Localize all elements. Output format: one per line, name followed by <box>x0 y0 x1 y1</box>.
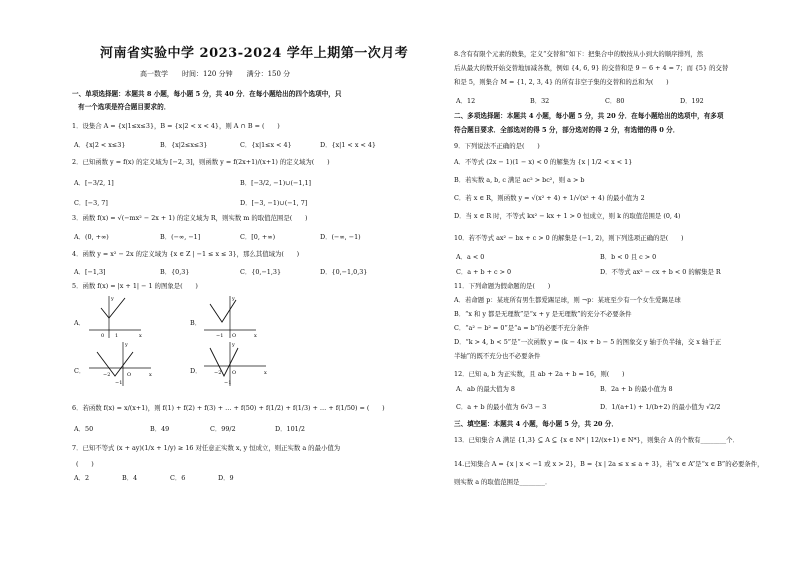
question-8: 8.含有有限个元素的数集，定义“交替和”如下：把集合中的数按从小到大的顺序排列，然 <box>454 50 704 58</box>
q8-option-d: D．192 <box>680 97 704 105</box>
svg-text:0: 0 <box>101 333 105 339</box>
q8-option-c: C．80 <box>605 97 625 105</box>
q5-option-c-label: C． <box>74 367 86 375</box>
q12-option-a: A．ab 的最大值为 8 <box>456 385 515 393</box>
q3-option-a: A．(0, +∞) <box>74 233 109 241</box>
q5-option-b-label: B． <box>190 319 202 327</box>
q10-option-c: C．a + b + c > 0 <box>456 268 512 276</box>
q11-option-d-cont: 半轴”的既不充分也不必要条件 <box>454 352 541 360</box>
question-4: 4．函数 y = x² − 2x 的定义域为 {x ∈ Z | −1 ≤ x ≤ 3}，那么其值域为( ) <box>72 250 300 258</box>
q5-graph-c <box>85 338 155 388</box>
q3-option-c: C．[0, +∞) <box>240 233 276 241</box>
svg-text:y: y <box>125 342 128 348</box>
q3-option-d: D．(−∞, −1) <box>320 233 361 241</box>
svg-text:O: O <box>232 333 237 339</box>
q11-option-c: C．“a² − b² = 0”是“a = b”的必要不充分条件 <box>454 324 590 332</box>
question-7: 7．已知不等式 (x + ay)(1/x + 1/y) ≥ 16 对任意正实数 x, y 恒成立，则正实数 a 的最小值为 <box>72 444 341 452</box>
question-8-cont1: 后从最大的数开始交替地加减各数，例如 {4, 6, 9} 的交替和是 9 − 6 + 4 = 7；而 {5} 的交替 <box>454 64 729 72</box>
q1-option-b: B．{x|2≤x≤3} <box>160 141 208 149</box>
q5-graph-d <box>200 338 270 388</box>
q4-option-a: A．[−1,3] <box>74 268 106 276</box>
q7-option-a: A．2 <box>74 474 90 482</box>
section-3-heading: 三、填空题：本题共 4 小题，每小题 5 分，共 20 分． <box>454 420 618 428</box>
q6-option-b: B．49 <box>150 425 170 433</box>
svg-text:−1: −1 <box>224 380 232 386</box>
q10-option-b: B．b < 0 且 c > 0 <box>600 253 657 261</box>
question-3: 3．函数 f(x) = √(−mx² − 2x + 1) 的定义域为 R，则实数 m 的取值范围是( ) <box>72 214 308 222</box>
svg-text:x: x <box>139 333 142 339</box>
section-1-heading: 一、单项选择题：本题共 8 小题，每小题 5 分，共 40 分．在每小题给出的四个选项中，只 <box>72 90 342 98</box>
q11-option-b: B．“x 和 y 都是无理数”是“x + y 是无理数”的充分不必要条件 <box>454 310 632 318</box>
q8-option-a: A．12 <box>456 97 476 105</box>
q2-option-b: B．[−3/2, −1)∪(−1,1] <box>240 179 312 187</box>
question-11: 11．下列命题为假命题的是( ) <box>454 282 551 290</box>
q10-option-d: D．不等式 ax² − cx + b < 0 的解集是 R <box>600 268 721 276</box>
q6-option-a: A．50 <box>74 425 94 433</box>
exam-subtitle: 高一数学 时间：120 分钟 满分：150 分 <box>140 70 291 78</box>
question-1: 1．设集合 A = {x|1≤x≤3}，B = {x|2 < x < 4}，则 A ∩ B = ( ) <box>72 122 280 130</box>
q6-option-d: D．101/2 <box>275 425 305 433</box>
q10-option-a: A．a < 0 <box>456 253 485 261</box>
q11-option-d: D．“k > 4, b < 5”是“一次函数 y = (k − 4)x + b − 5 的图象交 y 轴于负半轴，交 x 轴于正 <box>454 338 722 346</box>
q3-option-b: B．(−∞, −1] <box>160 233 201 241</box>
q9-option-c: C．若 x ∈ R，则函数 y = √(x² + 4) + 1/√(x² + 4) 的最小值为 2 <box>454 194 645 202</box>
question-14-cont: 则实数 a 的取值范围是________． <box>454 478 552 486</box>
q7-option-b: B．4 <box>122 474 138 482</box>
q8-option-b: B．32 <box>530 97 550 105</box>
question-6: 6．若函数 f(x) = x/(x+1)，则 f(1) + f(2) + f(3) + … + f(50) + f(1/2) + f(1/3) + … + f(1/50) = ( ) <box>72 404 385 412</box>
q5-option-a-label: A． <box>74 319 86 327</box>
question-7-cont: ( ) <box>76 460 94 468</box>
q1-option-a: A．{x|2 < x≤3} <box>74 141 126 149</box>
q5-graph-a <box>85 292 145 340</box>
q1-option-d: D．{x|1 < x < 4} <box>320 141 376 149</box>
question-8-cont2: 和是 5，则集合 M = {1, 2, 3, 4} 的所有非空子集的交替和的总和为( ) <box>454 78 669 86</box>
q12-option-d: D．1/(a+1) + 1/(b+2) 的最小值为 √2/2 <box>600 403 721 411</box>
svg-text:−2: −2 <box>103 372 111 378</box>
q9-option-a: A．不等式 (2x − 1)(1 − x) < 0 的解集为 {x | 1/2 < x < 1} <box>454 158 633 166</box>
q2-option-a: A．[−3/2, 1] <box>74 179 114 187</box>
svg-text:y: y <box>232 296 235 302</box>
q12-option-b: B．2a + b 的最小值为 8 <box>600 385 673 393</box>
question-5: 5．函数 f(x) = |x + 1| − 1 的图象是( ) <box>72 282 198 290</box>
q11-option-a: A．若命题 p：某班所有男生都爱踢足球，则 ¬p：某班至少有一个女生爱踢足球 <box>454 296 681 304</box>
question-12: 12．已知 a, b 为正实数，且 ab + 2a + b = 16，则( ) <box>454 370 625 378</box>
q5-option-d-label: D． <box>190 367 202 375</box>
svg-text:y: y <box>232 342 235 348</box>
svg-text:x: x <box>149 372 152 378</box>
section-2-heading: 二、多项选择题：本题共 4 小题，每小题 5 分，共 20 分．在每小题给出的选项中，有多项 <box>454 112 724 120</box>
q7-option-c: C．6 <box>170 474 186 482</box>
svg-text:x: x <box>254 333 257 339</box>
svg-text:x: x <box>264 370 267 376</box>
q9-option-d: D．当 x ∈ R 时，不等式 kx² − kx + 1 > 0 恒成立，则 k 的取值范围是 (0, 4) <box>454 212 681 220</box>
svg-text:−1: −1 <box>115 380 123 386</box>
svg-text:O: O <box>127 372 132 378</box>
svg-text:1: 1 <box>115 333 119 339</box>
q6-option-c: C．99/2 <box>210 425 236 433</box>
question-13: 13．已知集合 A 满足 {1,3} ⊆ A ⊆ {x ∈ N* | 12/(x+1) ∈ N*}，则集合 A 的个数有________个． <box>454 436 739 444</box>
q7-option-d: D．9 <box>218 474 234 482</box>
page-title: 河南省实验中学 2023-2024 学年上期第一次月考 <box>100 46 409 61</box>
q2-option-d: D．[−3, −1)∪(−1, 7] <box>240 199 308 207</box>
svg-text:−2: −2 <box>214 370 222 376</box>
q4-option-d: D．{0,−1,0,3} <box>320 268 368 276</box>
q1-option-c: C．{x|1≤x < 4} <box>240 141 292 149</box>
question-10: 10．若不等式 ax² − bx + c > 0 的解集是 (−1, 2)，则下列选项正确的是( ) <box>454 234 684 242</box>
svg-text:−1: −1 <box>216 333 224 339</box>
q12-option-c: C．a + b 的最小值为 6√3 − 3 <box>456 403 547 411</box>
q5-graph-b <box>200 292 260 340</box>
question-14: 14.已知集合 A = {x | x < −1 或 x > 2}，B = {x | 2a ≤ x ≤ a + 3}，若“x ∈ A”是“x ∈ B”的必要条件， <box>454 460 764 468</box>
section-2-heading-cont: 符合题目要求．全部选对的得 5 分，部分选对的得 2 分，有选错的得 0 分． <box>454 126 680 134</box>
question-9: 9．下列说法不正确的是( ) <box>454 142 540 150</box>
q4-option-b: B．{0,3} <box>160 268 190 276</box>
svg-text:O: O <box>232 370 237 376</box>
svg-text:y: y <box>111 296 114 302</box>
question-2: 2．已知函数 y = f(x) 的定义域为 [−2, 3]，则函数 y = f(2x+1)/(x+1) 的定义域为( ) <box>72 158 330 166</box>
q2-option-c: C．[−3, 7] <box>74 199 108 207</box>
q4-option-c: C．{0,−1,3} <box>240 268 282 276</box>
q9-option-b: B．若实数 a, b, c 满足 ac² > bc²，则 a > b <box>454 176 585 184</box>
section-1-heading-cont: 有一个选项是符合题目要求的． <box>78 103 171 111</box>
